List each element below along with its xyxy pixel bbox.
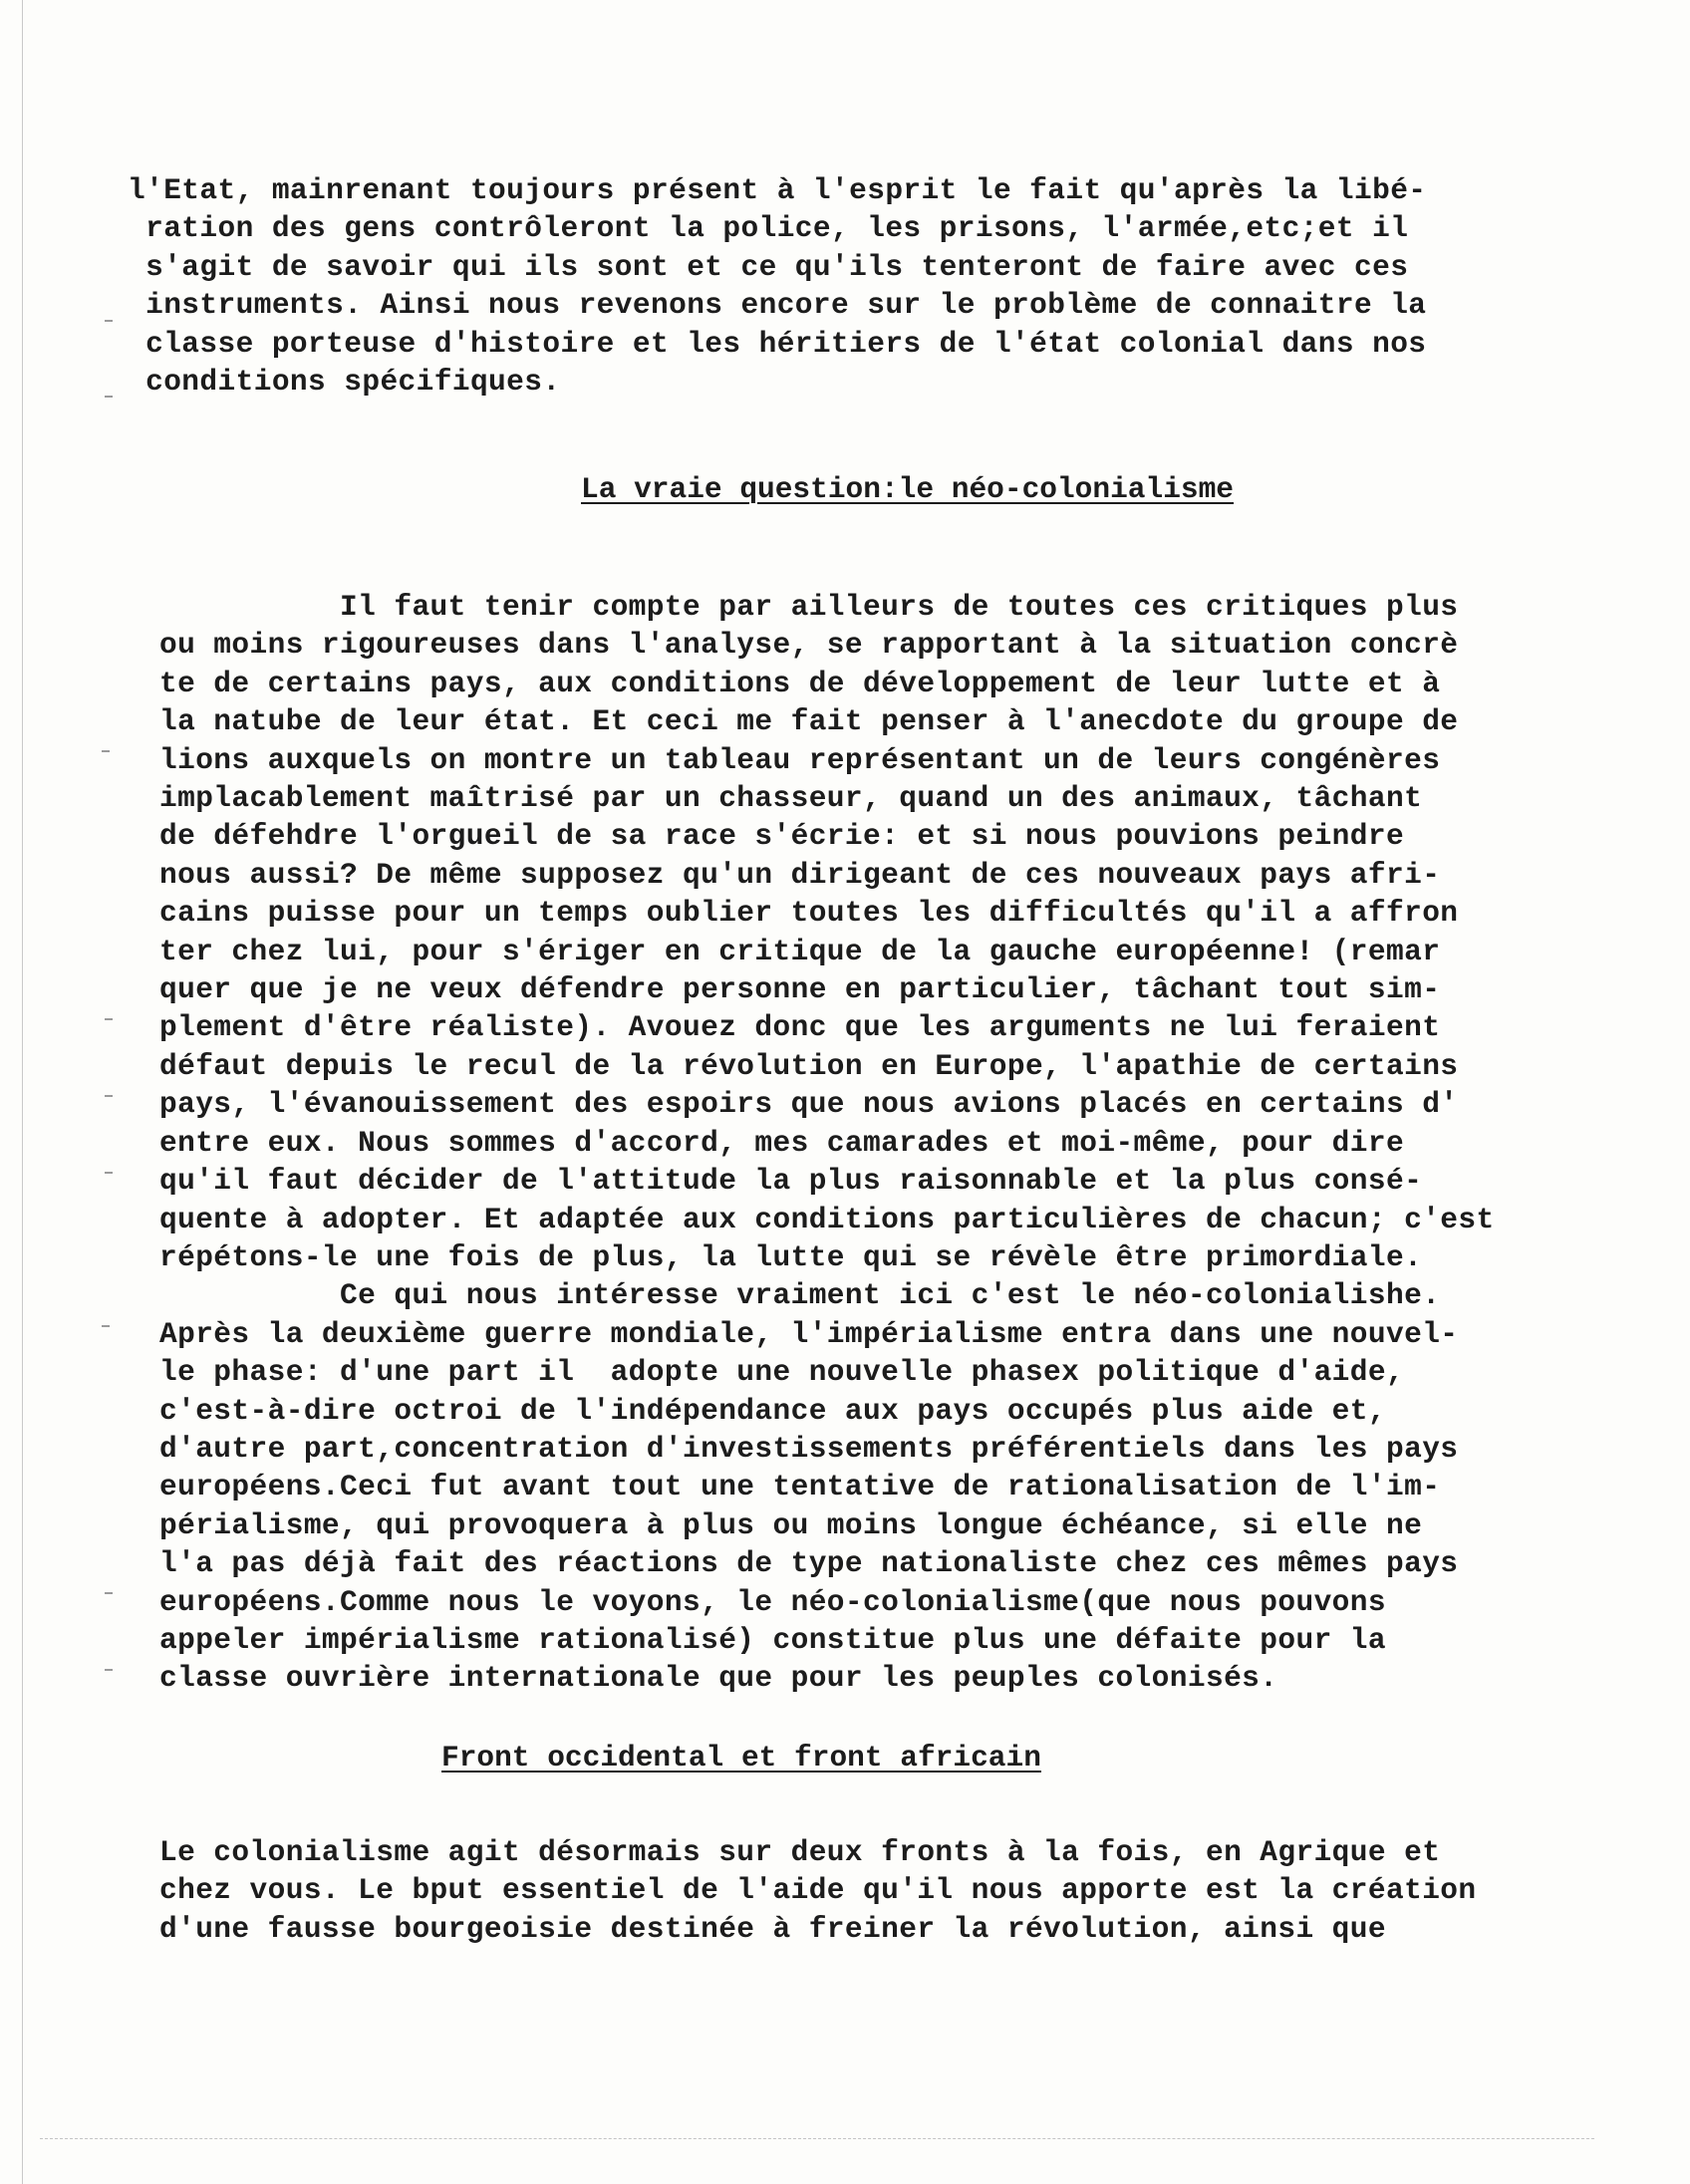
margin-mark xyxy=(102,750,110,752)
paragraph-state-heirs: l'Etat, mainrenant toujours présent à l'esprit le fait qu'après la libé- ration des gens contrôleront la police, les prisons, l'armée,etc;et il s'agit de savoir qui ils sont et ce qu'ils tenteront de faire avec ces instruments. Ainsi nous revenons encore sur le problème de connaitre la classe porteuse d'histoire et les héritiers de l'état colonial dans nos conditions spécifiques. xyxy=(128,173,1427,400)
paragraph-critiques-and-neo-colonialism: Il faut tenir compte par ailleurs de toutes ces critiques plus ou moins rigoureuses dans l'analyse, se rapportant à la situation concrè te de certains pays, aux conditions de développement de leur lutte et à la natube de leur état. Et ceci me fait penser à l'anecdote du groupe de lions auxquels on montre un tableau représentant un de leurs congénères implacablement maîtrisé par un chasseur, quand un des animaux, tâchant de défehdre l'orgueil de sa race s'écrie: et si nous pouvions peindre nous aussi? De même supposez qu'un dirigeant de ces nouveaux pays afri- cains puisse pour un temps oublier toutes les difficultés qu'il a affron ter chez lui, pour s'ériger en critique de la gauche européenne! (remar quer que je ne veux défendre personne en particulier, tâchant tout sim- plement d'être réaliste). Avouez donc que les arguments ne lui feraient défaut depuis le recul de la révolution en Europe, l'apathie de certains pays, l'évanouissement des espoirs que nous avions placés en certains d' entre eux. Nous sommes d'accord, mes camarades et moi-même, pour dire qu'il faut décider de l'attitude la plus raisonnable et la plus consé- quente à adopter. Et adaptée aux conditions particulières de chacun; c'est répétons-le une fois de plus, la lutte qui se révèle être primordiale. Ce qui nous intéresse vraiment ici c'est le néo-colonialishe. Après la deuxième guerre mondiale, l'impérialisme entra dans une nouvel- le phase: d'une part il adopte une nouvelle phasex politique d'aide, c'est-à-dire octroi de l'indépendance aux pays occupés plus aide et, d'autre part,concentration d'investissements préférentiels dans les pays européens.Ceci fut avant tout une tentative de rationalisation de l'im- périalisme, qui provoquera à plus ou moins longue échéance, si elle ne l'a pas déjà fait des réactions de type nationaliste chez ces mêmes pays européens.Comme nous le voyons, le néo-colonialisme(que nous pouvons appeler impérialisme rationalisé) constitue plus une défaite pour la classe ouvrière internationale que pour les peuples colonisés. xyxy=(159,590,1495,1696)
page-left-edge xyxy=(22,0,23,2184)
paragraph-two-fronts: Le colonialisme agit désormais sur deux fronts à la fois, en Agrique et chez vous. Le bput essentiel de l'aide qu'il nous apporte est la création d'une fausse bourgeoisie destinée à freiner la révolution, ainsi que xyxy=(159,1835,1477,1946)
margin-mark xyxy=(105,1018,113,1020)
margin-mark xyxy=(105,1669,113,1671)
margin-mark xyxy=(105,1172,113,1174)
margin-mark xyxy=(105,320,113,322)
margin-mark xyxy=(102,1325,110,1327)
margin-mark xyxy=(105,396,113,398)
margin-mark xyxy=(105,1095,113,1097)
margin-mark xyxy=(105,1592,113,1594)
page-bottom-edge xyxy=(40,2138,1594,2140)
section-heading-western-african-front: Front occidental et front africain xyxy=(441,1741,1041,1774)
section-heading-neo-colonialism: La vraie question:le néo-colonialisme xyxy=(581,472,1235,506)
